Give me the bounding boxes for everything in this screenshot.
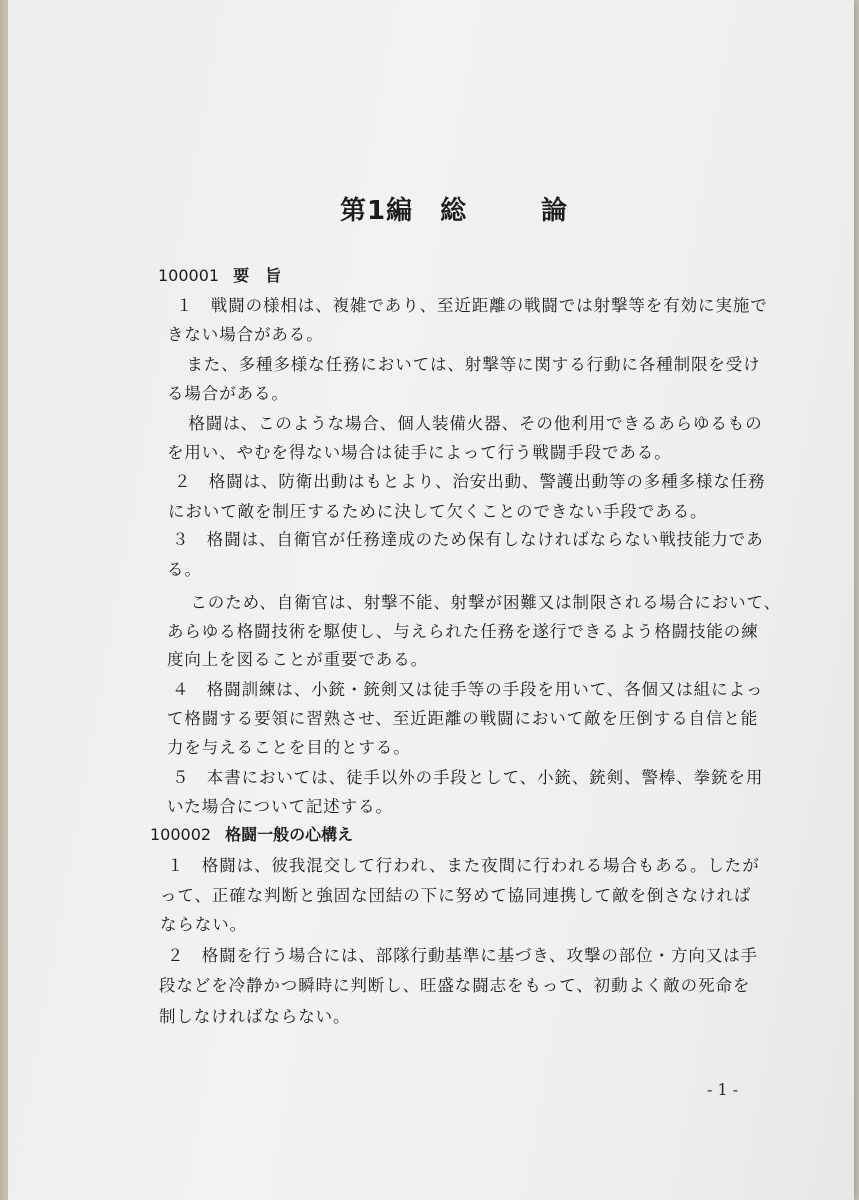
- title-part-1: 第1編 総: [340, 196, 468, 226]
- text-line: １ 戦闘の様相は、複雑であり、至近距離の戦闘では射撃等を有効に実施で: [176, 296, 768, 315]
- text-line: る。: [167, 560, 202, 579]
- text-line: 格闘は、このような場合、個人装備火器、その他利用できるあらゆるもの: [171, 414, 763, 433]
- document-page: [8, 0, 854, 1200]
- section-name: 格闘一般の心構え: [225, 825, 354, 844]
- text-line: 度向上を図ることが重要である。: [167, 650, 428, 669]
- text-line: 段などを冷静かつ瞬時に判断し、旺盛な闘志をもって、初動よく敵の死命を: [159, 976, 751, 995]
- page-number: - 1 -: [707, 1080, 739, 1099]
- text-line: ならない。: [160, 915, 247, 934]
- text-line: ２ 格闘は、防衛出動はもとより、治安出動、警護出動等の多種多様な任務: [174, 472, 766, 491]
- text-line: あらゆる格闘技術を駆使し、与えられた任務を遂行できるよう格闘技能の練: [167, 622, 759, 641]
- text-line: このため、自衛官は、射撃不能、射撃が困難又は制限される場合において、: [173, 593, 782, 612]
- background-edge: [0, 0, 8, 1200]
- text-line: ３ 格闘は、自衛官が任務達成のため保有しなければならない戦技能力であ: [172, 530, 764, 549]
- text-line: ２ 格闘を行う場合には、部隊行動基準に基づき、攻撃の部位・方向又は手: [167, 946, 758, 965]
- text-line: を用い、やむを得ない場合は徒手によって行う戦闘手段である。: [167, 443, 672, 462]
- text-line: る場合がある。: [167, 384, 289, 403]
- text-line: また、多種多様な任務においては、射撃等に関する行動に各種制限を受け: [169, 355, 761, 374]
- section-name: 要 旨: [233, 266, 282, 285]
- text-line: において敵を制圧するために決して欠くことのできない手段である。: [168, 502, 708, 521]
- text-line: いた場合について記述する。: [167, 797, 393, 816]
- text-line: て格闘する要領に習熟させ、至近距離の戦闘において敵を圧倒する自信と能: [167, 709, 759, 728]
- text-line: ４ 格闘訓練は、小銃・銃剣又は徒手等の手段を用いて、各個又は組によっ: [172, 680, 764, 699]
- section-heading: [158, 263, 281, 286]
- title-part-2: 論: [541, 196, 569, 226]
- page-title: [340, 190, 569, 227]
- text-line: ５ 本書においては、徒手以外の手段として、小銃、銃剣、警棒、拳銃を用: [172, 768, 764, 787]
- section-code: 100001: [158, 266, 220, 285]
- text-line: 力を与えることを目的とする。: [167, 738, 411, 757]
- text-line: って、正確な判断と強固な団結の下に努めて協同連携して敵を倒さなければ: [160, 886, 752, 905]
- text-line: 制しなければならない。: [159, 1007, 351, 1026]
- section-code: 100002: [150, 825, 212, 844]
- text-line: きない場合がある。: [167, 325, 324, 344]
- text-line: １ 格闘は、彼我混交して行われ、また夜間に行われる場合もある。したが: [167, 856, 760, 875]
- section-heading: [150, 822, 353, 845]
